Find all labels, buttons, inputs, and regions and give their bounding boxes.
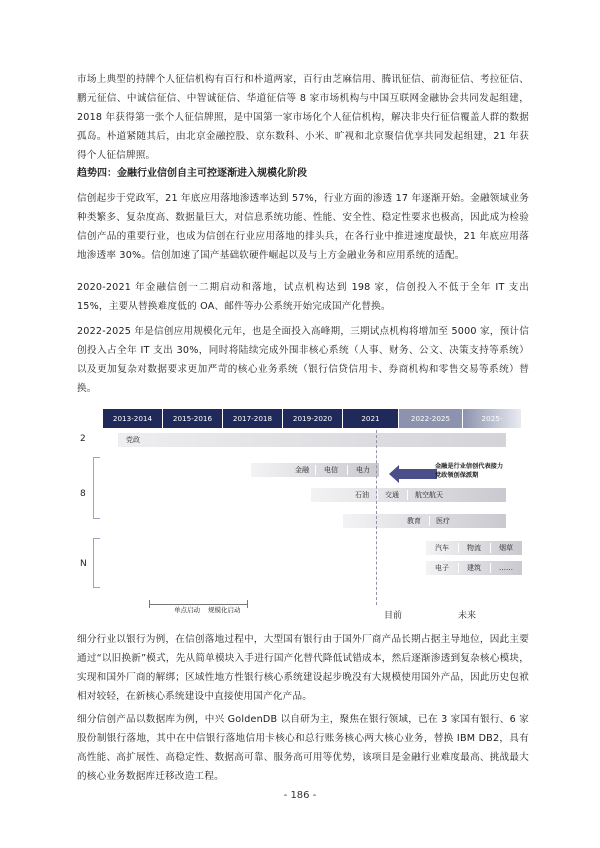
label-future: 未来 — [458, 611, 477, 621]
paragraph-4: 2022-2025 年是信创应用规模化元年，也是全面投入高峰期，三期试点机构将增加至 5000 家，预计信创投入占全年 IT 支出 30%，同时将陆续完成外围非核心系统（人事、财务、公文、决策支持等系统）以及更加复杂对数据要求更加严苛的核心业务系统（银行信贷信用卡、券商机构和零售交易等系统）替换。 — [77, 326, 529, 394]
legend-single-start: 单点启动 — [174, 606, 200, 614]
legend-tick — [247, 600, 248, 608]
paragraph-6: 细分信创产品以数据库为例，中兴 GoldenDB 以自研为主，聚焦在银行领域，已在 3 家国有银行、6 家股份制银行落地，其中在中信银行落地信用卡核心和总行账务核心两大核心业务，替换 IBM DB2，具有高性能、高扩展性、高稳定性、数据高可靠、服务高可用等优势，该项目是金融行业难度最高、挑战最大的核心业务数据库迁移改造工程。 — [77, 714, 529, 782]
label-2: 2 — [80, 434, 86, 444]
row-party-government — [118, 433, 506, 447]
xinchuang-roadmap-figure — [77, 404, 522, 624]
sector-finance: 金融 — [295, 466, 309, 474]
timeline-period: 2013-2014 — [103, 409, 163, 428]
timeline-bar — [103, 409, 522, 428]
label-present: 目前 — [384, 611, 403, 621]
sector-construction: 建筑 — [467, 564, 481, 572]
sector-education: 教育 — [407, 517, 421, 525]
legend-scale-start: 规模化启动 — [208, 606, 241, 614]
sector-logistics: 物流 — [467, 544, 481, 552]
timeline-period: 2019-2020 — [283, 409, 343, 428]
paragraph-5: 细分行业以银行为例，在信创落地过程中，大型国有银行由于国外厂商产品长期占据主导地位，因此主要通过“以旧换新”模式，先从简单模块入手进行国产化替代降低试错成本，然后逐渐渗透到复杂核心模块，实现和国外厂商的解绑；区域性地方性银行核心系统建设起步晚没有大规模使用国外产品，因此历史包袱相对较轻，在新核心系统建设中直接使用国产化产品。 — [77, 634, 529, 702]
sector-telecom: 电信 — [324, 466, 338, 474]
sector-aerospace: 航空航天 — [415, 491, 443, 499]
timeline-period: 2022-2025 — [399, 409, 463, 428]
section-heading: 趋势四：金融行业信创自主可控逐渐进入规模化阶段 — [77, 168, 307, 179]
row-finance-telecom-power — [251, 463, 379, 477]
paragraph-2: 信创起步于党政军，21 年底应用落地渗透率达到 57%，行业方面的渗透 17 年逐渐开始。金融领域业务种类繁多、复杂度高、数据量巨大，对信息系统功能、性能、安全性、稳定性要求也极高，因此成为检验信创产品的重要行业，也成为信创在行业应用落地的排头兵，在各行业中推进速度最快，21 年底应用落地渗透率 30%。信创加速了国产基础软硬件崛起以及与上方金融业务和应用系统的适配。 — [77, 193, 529, 261]
sector-power: 电力 — [356, 466, 370, 474]
timeline-period: 2015-2016 — [163, 409, 223, 428]
row-electronics-construction — [426, 561, 522, 575]
sector-tobacco: 烟草 — [499, 544, 513, 552]
sector-transport: 交通 — [385, 491, 399, 499]
paragraph-3: 2020-2021 年金融信创一二期启动和落地，试点机构达到 198 家，信创投入不低于全年 IT 支出 15%，主要从替换难度低的 OA、邮件等办公系统开始完成国产化替换。 — [77, 282, 529, 312]
row-education-medical — [343, 514, 506, 528]
sector-electronics: 电子 — [435, 564, 449, 572]
label-n: N — [80, 559, 87, 569]
callout-text — [395, 462, 507, 484]
sector-auto: 汽车 — [435, 544, 449, 552]
timeline-period: 2017-2018 — [223, 409, 283, 428]
sector-more: …… — [499, 564, 513, 572]
legend-tick — [149, 600, 150, 608]
paragraph-1: 市场上典型的持牌个人征信机构有百行和朴道两家，百行由芝麻信用、腾讯征信、前海征信、考拉征信、鹏元征信、中诚信征信、中智诚征信、华道征信等 8 家市场机构与中国互联网金融协会共同发起组建，2018 年获得第一张个人征信牌照，是中国第一家市场化个人征信机构，解决非央行征信覆盖人群的数据孤岛。朴道紧随其后，由北京金融控股、京东数科、小米、旷视和北京聚信优享共同发起组建，21 年获得个人征信牌照。 — [77, 74, 529, 161]
callout-line-2: 党政领创保派期 — [435, 472, 479, 479]
sector-party: 党政 — [126, 436, 140, 444]
sector-medical: 医疗 — [436, 517, 450, 525]
page-number: - 186 - — [283, 790, 317, 801]
timeline-period: 2021 — [343, 409, 399, 428]
timeline-period: 2025- — [463, 409, 522, 428]
label-8: 8 — [80, 489, 86, 499]
row-auto-logistics-tobacco — [426, 541, 522, 555]
bracket-8 — [93, 457, 94, 519]
current-divider — [376, 430, 377, 605]
callout-line-1: 金融是行业信创代表接力 — [435, 463, 504, 470]
row-oil-transport-aerospace — [311, 488, 506, 502]
bracket-n — [93, 538, 94, 588]
sector-oil: 石油 — [355, 491, 369, 499]
